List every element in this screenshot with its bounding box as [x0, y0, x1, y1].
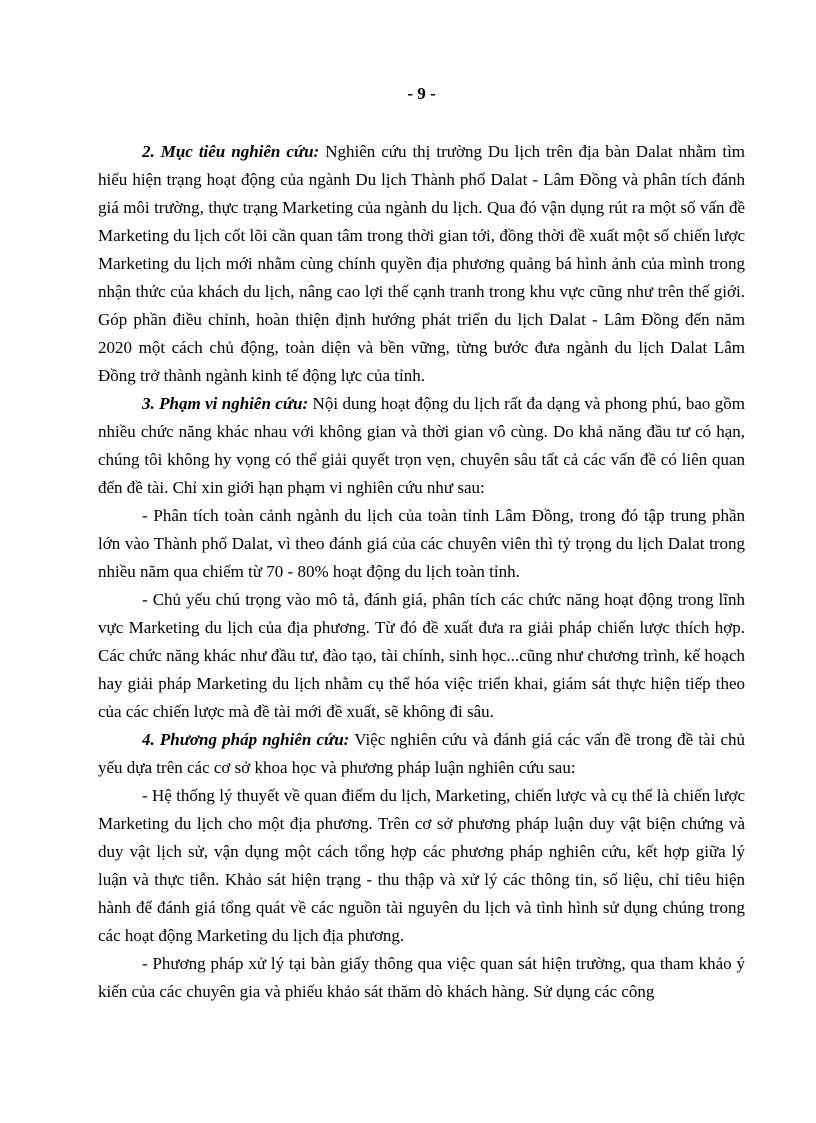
- paragraph-text: Việc nghiên cứu và đánh giá các vấn đề trong đề tài chủ yếu dựa trên các cơ sở khoa học và phương pháp luận nghiên cứu sau:: [98, 730, 745, 777]
- paragraph-scope: [98, 390, 745, 502]
- section-heading-methodology: 4. Phương pháp nghiên cứu:: [142, 730, 350, 749]
- section-heading-scope: 3. Phạm vi nghiên cứu:: [142, 394, 309, 413]
- paragraph-text: - Chủ yếu chú trọng vào mô tả, đánh giá, phân tích các chức năng hoạt động trong lĩnh vực Marketing du lịch của địa phương. Từ đó đề xuất đưa ra giải pháp chiến lược thích hợp. Các chức năng khác như đầu tư, đào tạo, tài chính, sinh học...cũng như chương trình, kế hoạch hay giải pháp Marketing du lịch nhằm cụ thể hóa việc triển khai, giám sát thực hiện tiếp theo của các chiến lược mà đề tài mới đề xuất, sẽ không đi sâu.: [98, 590, 745, 721]
- paragraph-scope-bullet-1: [98, 502, 745, 586]
- paragraph-objectives: [98, 138, 745, 390]
- paragraph-text: - Phương pháp xử lý tại bàn giấy thông qua việc quan sát hiện trường, qua tham khảo ý kiến của các chuyên gia và phiếu khảo sát thăm dò khách hàng. Sử dụng các công: [98, 954, 745, 1001]
- page-number: - 9 -: [407, 84, 436, 103]
- paragraph-methodology-bullet-2: [98, 950, 745, 1006]
- paragraph-scope-bullet-2: [98, 586, 745, 726]
- paragraph-text: Nghiên cứu thị trường Du lịch trên địa bàn Dalat nhằm tìm hiểu hiện trạng hoạt động của ngành Du lịch Thành phố Dalat - Lâm Đồng và phân tích đánh giá môi trường, thực trạng Marketing của ngành du lịch. Qua đó vận dụng rút ra một số vấn đề Marketing du lịch cốt lõi cần quan tâm trong thời gian tới, đồng thời đề xuất một số chiến lược Marketing du lịch mới nhằm cùng chính quyền địa phương quảng bá hình ảnh của mình trong nhận thức của khách du lịch, nâng cao lợi thế cạnh tranh trong khu vực cũng như trên thế giới. Góp phần điều chỉnh, hoàn thiện định hướng phát triển du lịch Dalat - Lâm Đồng đến năm 2020 một cách chủ động, toàn diện và bền vững, từng bước đưa ngành du lịch Dalat Lâm Đồng trở thành ngành kinh tế động lực của tỉnh.: [98, 142, 746, 385]
- paragraph-text: Nội dung hoạt động du lịch rất đa dạng và phong phú, bao gồm nhiều chức năng khác nhau với không gian và thời gian vô cùng. Do khả năng đầu tư có hạn, chúng tôi không hy vọng có thể giải quyết trọn vẹn, chuyên sâu tất cả các vấn đề có liên quan đến đề tài. Chỉ xin giới hạn phạm vi nghiên cứu như sau:: [98, 394, 746, 497]
- paragraph-methodology-bullet-1: [98, 782, 745, 950]
- section-heading-objectives: 2. Mục tiêu nghiên cứu:: [142, 142, 320, 161]
- paragraph-methodology: [98, 726, 745, 782]
- paragraph-text: - Phân tích toàn cảnh ngành du lịch của toàn tỉnh Lâm Đồng, trong đó tập trung phần lớn vào Thành phố Dalat, vì theo đánh giá của các chuyên viên thì tỷ trọng du lịch Dalat trong nhiều năm qua chiếm từ 70 - 80% hoạt động du lịch toàn tỉnh.: [98, 506, 745, 581]
- document-body: [98, 138, 745, 1006]
- paragraph-text: - Hệ thống lý thuyết về quan điểm du lịch, Marketing, chiến lược và cụ thể là chiến lược Marketing du lịch cho một địa phương. Trên cơ sở phương pháp luận duy vật biện chứng và duy vật lịch sử, vận dụng một cách tổng hợp các phương pháp nghiên cứu, kết hợp giữa lý luận và thực tiễn. Khảo sát hiện trạng - thu thập và xử lý các thông tin, số liệu, chỉ tiêu hiện hành để đánh giá tổng quát về các nguồn tài nguyên du lịch và tình hình sử dụng chúng trong các hoạt động Marketing du lịch địa phương.: [98, 786, 745, 945]
